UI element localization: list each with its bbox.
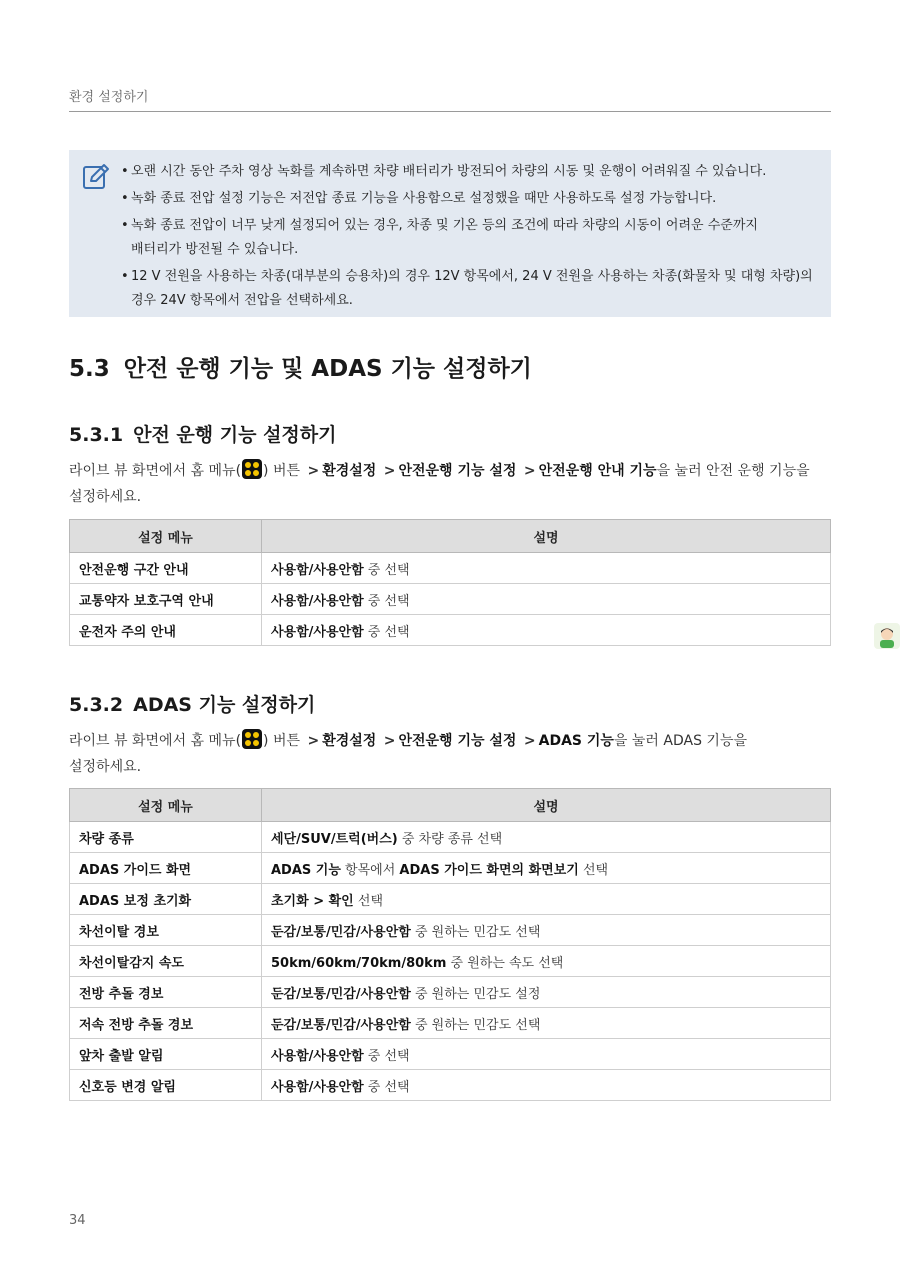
chevron-right-icon: >: [307, 733, 320, 749]
table-row: 전방 추돌 경보 둔감/보통/민감/사용안함 중 원하는 민감도 설정: [70, 977, 831, 1008]
table-row: 차선이탈감지 속도 50km/60km/70km/80km 중 원하는 속도 선택: [70, 946, 831, 977]
column-header-menu: 설정 메뉴: [70, 789, 262, 822]
intro-paragraph-adas: 라이브 뷰 화면에서 홈 메뉴( ) 버튼 > 환경설정 > 안전운행 기능 설정 > ADAS 기능을 눌러 ADAS 기능을 설정하세요.: [69, 728, 831, 780]
table-row: 차선이탈 경보 둔감/보통/민감/사용안함 중 원하는 민감도 선택: [70, 915, 831, 946]
home-menu-icon: [242, 729, 262, 749]
table-header-row: [70, 520, 831, 553]
subsection-heading-safety: [69, 420, 337, 447]
subsection-number: 5.3.2: [69, 694, 124, 716]
table-row: 차량 종류 세단/SUV/트럭(버스) 중 차량 종류 선택: [70, 822, 831, 853]
section-number: 5.3: [69, 356, 110, 382]
note-list: [121, 160, 817, 313]
adas-settings-table: [69, 788, 831, 1101]
section-title: 안전 운행 기능 및 ADAS 기능 설정하기: [123, 356, 532, 382]
table-row: 안전운행 구간 안내 사용함/사용안함 중 선택: [70, 553, 831, 584]
page-number: 34: [69, 1213, 86, 1228]
safety-settings-table: [69, 519, 831, 646]
note-item: • 오랜 시간 동안 주차 영상 녹화를 계속하면 차량 배터리가 방전되어 차량의 시동 및 운행이 어려워질 수 있습니다.: [121, 160, 817, 184]
column-header-menu: 설정 메뉴: [70, 520, 262, 553]
note-item: • 12 V 전원을 사용하는 차종(대부분의 승용차)의 경우 12V 항목에서, 24 V 전원을 사용하는 차종(화물차 및 대형 차량)의 경우 24V 항목에서 전압을 선택하세요.: [121, 265, 817, 313]
avatar-icon[interactable]: [874, 623, 900, 649]
table-row: 앞차 출발 알림 사용함/사용안함 중 선택: [70, 1039, 831, 1070]
subsection-title: ADAS 기능 설정하기: [133, 694, 316, 716]
table-row: 신호등 변경 알림 사용함/사용안함 중 선택: [70, 1070, 831, 1101]
chevron-right-icon: >: [307, 463, 320, 479]
column-header-description: 설명: [262, 520, 831, 553]
table-row: 저속 전방 추돌 경보 둔감/보통/민감/사용안함 중 원하는 민감도 선택: [70, 1008, 831, 1039]
chevron-right-icon: >: [383, 733, 396, 749]
section-heading: [69, 350, 532, 383]
table-row: 운전자 주의 안내 사용함/사용안함 중 선택: [70, 615, 831, 646]
column-header-description: 설명: [262, 789, 831, 822]
chevron-right-icon: >: [523, 463, 536, 479]
subsection-number: 5.3.1: [69, 424, 124, 446]
chevron-right-icon: >: [383, 463, 396, 479]
table-row: ADAS 가이드 화면 ADAS 기능 항목에서 ADAS 가이드 화면의 화면보기 선택: [70, 853, 831, 884]
subsection-heading-adas: [69, 690, 315, 717]
home-menu-icon: [242, 459, 262, 479]
note-item: • 녹화 종료 전압이 너무 낮게 설정되어 있는 경우, 차종 및 기온 등의 조건에 따라 차량의 시동이 어려운 수준까지 배터리가 방전될 수 있습니다.: [121, 214, 817, 262]
note-edit-icon: [81, 162, 111, 192]
note-item: • 녹화 종료 전압 설정 기능은 저전압 종료 기능을 사용함으로 설정했을 때만 사용하도록 설정 가능합니다.: [121, 187, 817, 211]
table-row: ADAS 보정 초기화 초기화 > 확인 선택: [70, 884, 831, 915]
running-header: 환경 설정하기: [69, 86, 831, 112]
note-box: [69, 150, 831, 317]
table-header-row: [70, 789, 831, 822]
chevron-right-icon: >: [523, 733, 536, 749]
subsection-title: 안전 운행 기능 설정하기: [133, 424, 337, 446]
table-row: 교통약자 보호구역 안내 사용함/사용안함 중 선택: [70, 584, 831, 615]
intro-paragraph-safety: 라이브 뷰 화면에서 홈 메뉴( ) 버튼 > 환경설정 > 안전운행 기능 설정 > 안전운행 안내 기능을 눌러 안전 운행 기능을 설정하세요.: [69, 458, 831, 510]
